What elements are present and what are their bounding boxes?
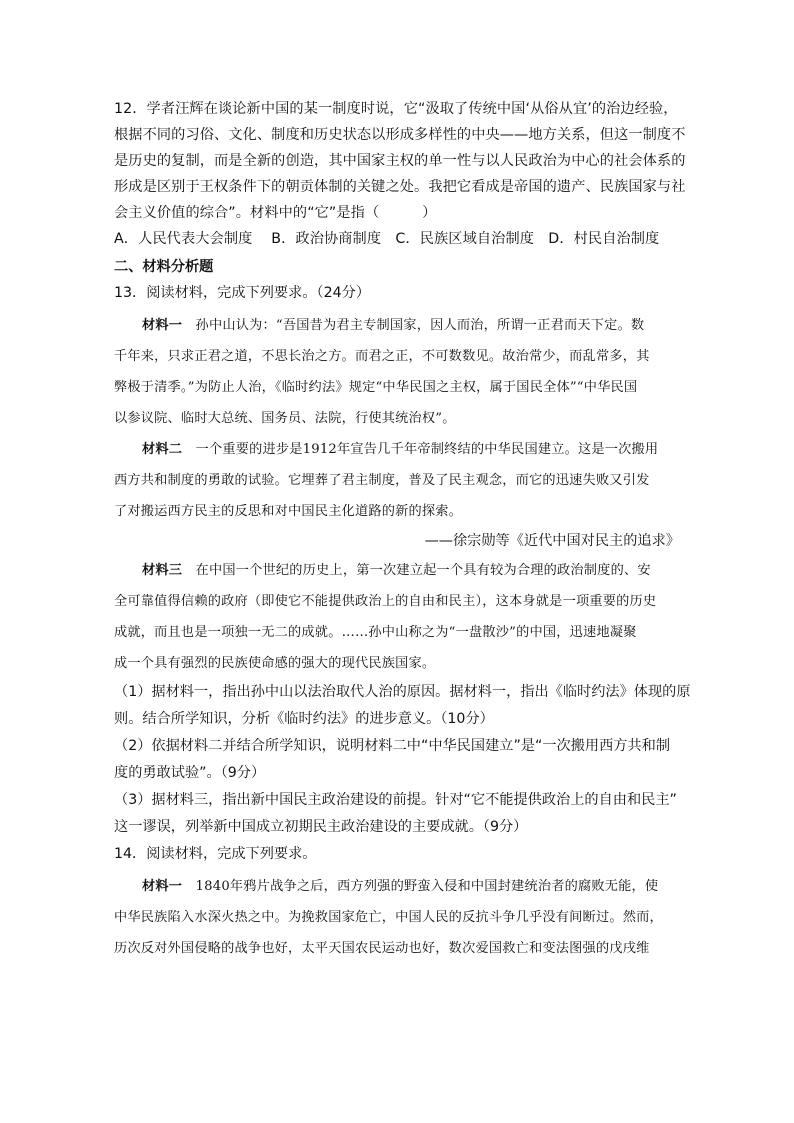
material-line: 成就，而且也是一项独一无二的成就。……孙中山称之为“一盘散沙”的中国，迅速地凝聚 <box>114 625 637 640</box>
exam-page <box>114 96 691 964</box>
q12-line: 是历史的复制，而是全新的创造，其中国家主权的单一性与以人民政治为中心的社会体系的 <box>114 153 686 169</box>
question-12 <box>114 96 686 252</box>
q12-line: 12．学者汪辉在谈论新中国的某一制度时说，它“汲取了传统中国‘从俗从宜’的治边经验， <box>114 101 678 117</box>
material-paragraph <box>114 434 680 465</box>
q12-line: 会主义价值的综合”。材料中的“它”是指（ ） <box>114 205 437 221</box>
material-line: 全可靠值得信赖的政府（即使它不能提供政治上的自由和民主），这本身就是一项重要的历史 <box>114 594 657 609</box>
material-paragraph <box>114 871 680 902</box>
material-line: 弊极于清季。”为防止人治，《临时约法》规定“中华民国之主权，属于国民全体”“中华民国 <box>114 380 638 395</box>
question-13 <box>114 280 691 841</box>
q12-line: 形成是区别于王权条件下的朝贡体制的关键之处。我把它看成是帝国的遗产、民族国家与社 <box>114 179 686 195</box>
subquestion-3-line: 这一谬误，列举新中国成立初期民主政治建设的主要成就。（9分） <box>114 819 528 835</box>
material-line: 一个重要的进步是1912年宣告几千年帝制终结的中华民国建立。这是一次搬用 <box>182 442 659 457</box>
material-label: 材料二 <box>142 442 183 457</box>
section-heading: 二、材料分析题 <box>114 259 214 275</box>
material-line: 成一个具有强烈的民族使命感的强大的现代民族国家。 <box>114 656 436 671</box>
material-line: 了对搬运西方民主的反思和对中国民主化道路的新的探索。 <box>114 504 463 519</box>
material-line: 历次反对外国侵略的战争也好，太平天国农民运动也好，数次爱国救亡和变法图强的戊戌维 <box>114 941 650 956</box>
material-line: 西方共和制度的勇敢的试验。它埋葬了君主制度，普及了民主观念，而它的迅速失败又引发 <box>114 473 650 488</box>
question-14 <box>114 841 680 964</box>
subquestion-2-line: 度的勇敢试验”。（9分） <box>114 765 266 781</box>
subquestion-1-line: 则。结合所学知识，分析《临时约法》的进步意义。（10分） <box>114 711 494 727</box>
material-line: 以参议院、临时大总统、国务员、法院，行使其统治权”。 <box>114 411 456 426</box>
material-line: 1840年鸦片战争之后，西方列强的野蛮入侵和中国封建统治者的腐败无能，使 <box>182 879 659 894</box>
material-line: 在中国一个世纪的历史上，第一次建立起一个具有较为合理的政治制度的、安 <box>182 563 651 578</box>
material-line: 千年来，只求正君之道，不思长治之方。而君之正，不可数数见。故治常少，而乱常多，其 <box>114 349 650 364</box>
q13-intro: 13．阅读材料，完成下列要求。（24分） <box>114 285 371 301</box>
material-label: 材料一 <box>142 318 183 333</box>
material-paragraph <box>114 555 680 586</box>
subquestion-3-line: （3）据材料三，指出新中国民主政治建设的前提。针对“它不能提供政治上的自由和民主” <box>114 792 677 808</box>
q14-intro: 14．阅读材料，完成下列要求。 <box>114 846 317 862</box>
q12-line: 根据不同的习俗、文化、制度和历史状态以形成多样性的中央——地方关系，但这一制度不 <box>114 127 686 143</box>
material-line: 孙中山认为：“吾国昔为君主专制国家，因人而治，所谓一正君而天下定。数 <box>182 318 645 333</box>
material-label: 材料一 <box>142 879 183 894</box>
material-line: 中华民族陷入水深火热之中。为挽救国家危亡，中国人民的反抗斗争几乎没有间断过。然而， <box>114 910 663 925</box>
material-source: ——徐宗勋等《近代中国对民主的追求》 <box>424 533 680 549</box>
material-label: 材料三 <box>142 563 183 578</box>
material-paragraph <box>114 310 680 341</box>
subquestion-2-line: （2）依据材料二并结合所学知识，说明材料二中“中华民国建立”是“一次搬用西方共和制 <box>114 738 671 754</box>
subquestion-1-line: （1）据材料一，指出孙中山以法治取代人治的原因。据材料一，指出《临时约法》体现的原 <box>114 684 691 700</box>
q12-options: A．人民代表大会制度 B．政治协商制度 C．民族区域自治制度 D．村民自治制度 <box>114 231 660 247</box>
